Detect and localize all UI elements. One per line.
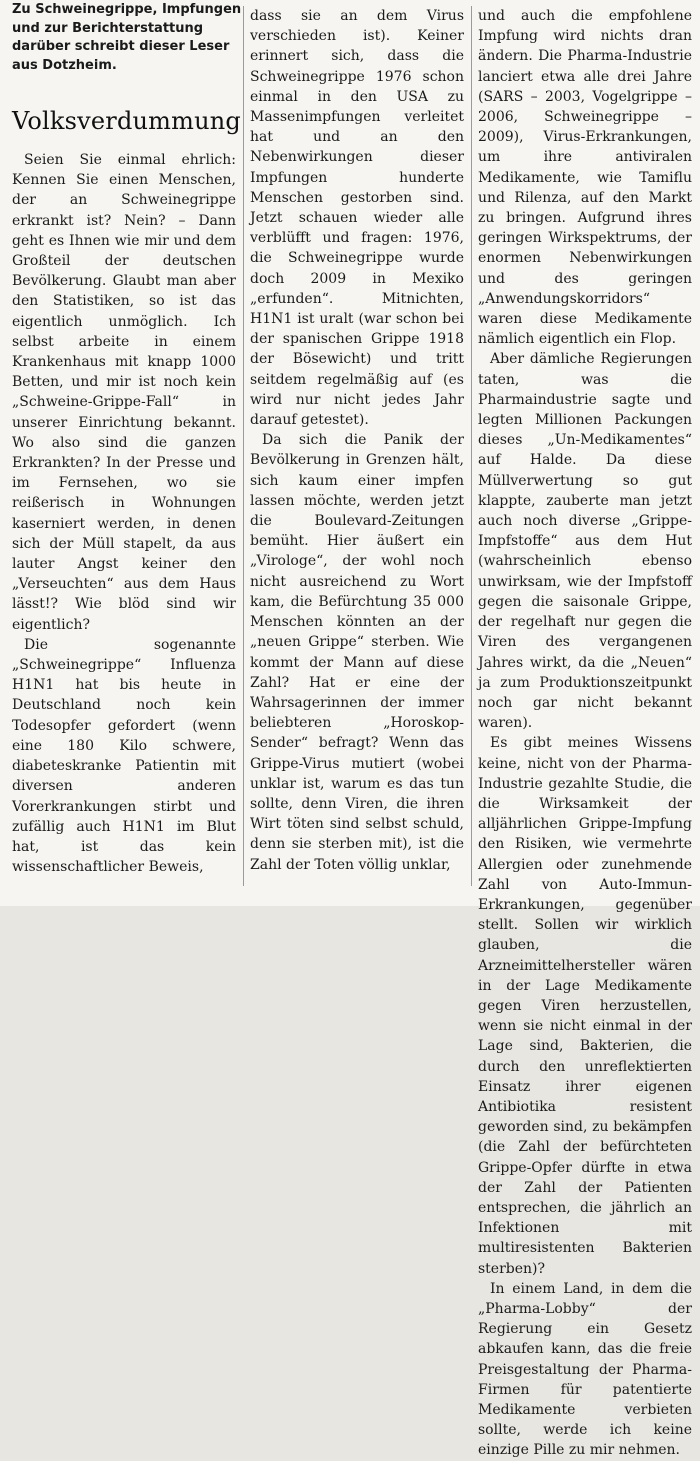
column-2 <box>250 6 464 875</box>
paragraph: Aber dämliche Regierungen taten, was die Pharmaindustrie sagte und legten Millionen Packungen dieses „Un-Medikamentes“ auf Halde. Da diese Müllverwertung so gut klappte, zauberte man jetzt auch noch diverse „Grippe-Impfstoffe“ aus dem Hut (wahrscheinlich ebenso unwirksam, wie der Impfstoff gegen die saisonale Grippe, der regelhaft nur gegen die Viren des vergangenen Jahres wirkt, da die „Neuen“ ja zum Produktionszeitpunkt noch gar nicht bekannt waren). <box>478 351 692 732</box>
paragraph: Da sich die Panik der Bevölkerung in Grenzen hält, sich kaum einer impfen lassen möchte, werden jetzt die Boulevard-Zeitungen bemüht. Hier äußert ein „Virologe“, der wohl noch nicht ausreichend zu Wort kam, die Befürchtung 35 000 Menschen könnten an der „neuen Grippe“ sterben. Wie kommt der Mann auf diese Zahl? Hat er eine der Wahrsagerinnen der immer beliebteren „Horoskop-Sender“ befragt? Wenn das Grippe-Virus mutiert (wobei unklar ist, warum es das tun sollte, denn Viren, die ihren Wirt töten sind selbst schuld, denn sie sterben mit), ist die Zahl der Toten völlig unklar, <box>250 432 464 873</box>
paragraph: dass sie an dem Virus verschieden ist). Keiner erinnert sich, dass die Schweinegrippe 1976 schon einmal in den USA zu Massenimpfungen verleitet hat und an den Nebenwirkungen dieser Impfungen hunderte Menschen gestorben sind. Jetzt schauen wieder alle verblüfft und fragen: 1976, die Schweinegrippe wurde doch 2009 in Mexiko „erfunden“. Mitnichten, H1N1 ist uralt (war schon bei der spanischen Grippe 1918 der Bösewicht) und tritt seitdem regelmäßig auf (es wird nur nicht jedes Jahr darauf getestet). <box>250 8 464 429</box>
paragraph: Seien Sie einmal ehrlich: Kennen Sie einen Menschen, der an Schweinegrippe erkrankt ist? Nein? – Dann geht es Ihnen wie mir und dem Großteil der deutschen Bevölkerung. Glaubt man aber den Statistiken, so ist das eigentlich unmöglich. Ich selbst arbeite in einem Krankenhaus mit knapp 1000 Betten, und mir ist noch kein „Schweine-Grippe-Fall“ in unserer Einrichtung bekannt. Wo also sind die ganzen Erkrankten? In der Presse und im Fernsehen, wo sie reißerisch in Wohnungen kaserniert werden, in denen sich der Müll stapelt, da aus lauter Angst keiner den „Verseuchten“ aus dem Haus lässt!? Wie blöd sind wir eigentlich? <box>12 152 236 633</box>
column-rule <box>471 6 472 886</box>
column-rule <box>243 6 244 886</box>
headline: Volksverdummung <box>12 107 241 135</box>
column-3 <box>478 6 692 1461</box>
paragraph: und auch die empfohlene Impfung wird nichts dran ändern. Die Pharma-Industrie lanciert etwa alle drei Jahre (SARS – 2003, Vogelgrippe – 2006, Schweinegrippe – 2009), Virus-Erkrankungen, um ihre antiviralen Medikamente, wie Tamiflu und Rilenza, auf den Markt zu bringen. Aufgrund ihres geringen Wirkspektrums, der enormen Nebenwirkungen und des geringen „Anwendungskorridors“ waren diese Medikamente nämlich eigentlich ein Flop. <box>478 8 692 348</box>
paragraph: In einem Land, in dem die „Pharma-Lobby“ der Regierung ein Gesetz abkaufen kann, das die freie Preisgestaltung der Pharma-Firmen für patentierte Medikamente verbieten sollte, werde ich keine einzige Pille zu mir nehmen. <box>478 1280 692 1459</box>
paragraph: Es gibt meines Wissens keine, nicht von der Pharma-Industrie gezahlte Studie, die die Wirksamkeit der alljährlichen Grippe-Impfung den Risiken, wie vermehrte Allergien oder zunehmende Zahl von Auto-Immun-Erkrankungen, gegenüber stellt. Sollen wir wirklich glauben, die Arzneimittelhersteller wären in der Lage Medikamente gegen Viren herzustellen, wenn sie nicht einmal in der Lage sind, Bakterien, die durch den unreflektierten Einsatz ihrer eigenen Antibiotika resistent geworden sind, zu bekämpfen (die Zahl der befürchteten Grippe-Opfer dürfte in etwa der Zahl der Patienten entsprechen, die jährlich an Infektionen mit multiresistenten Bakterien sterben)? <box>478 735 692 1277</box>
intro-text: Zu Schweinegrippe, Impfungen und zur Berichterstattung darüber schreibt dieser Leser aus Dotzheim. <box>12 2 242 73</box>
column-1 <box>12 150 236 877</box>
paragraph: Die sogenannte „Schweinegrippe“ Influenza H1N1 hat bis heute in Deutschland noch kein Todesopfer gefordert (wenn eine 180 Kilo schwere, diabeteskranke Patientin mit diversen anderen Vorerkrankungen stirbt und zufällig auch H1N1 im Blut hat, ist das kein wissenschaftlicher Beweis, <box>12 636 236 876</box>
